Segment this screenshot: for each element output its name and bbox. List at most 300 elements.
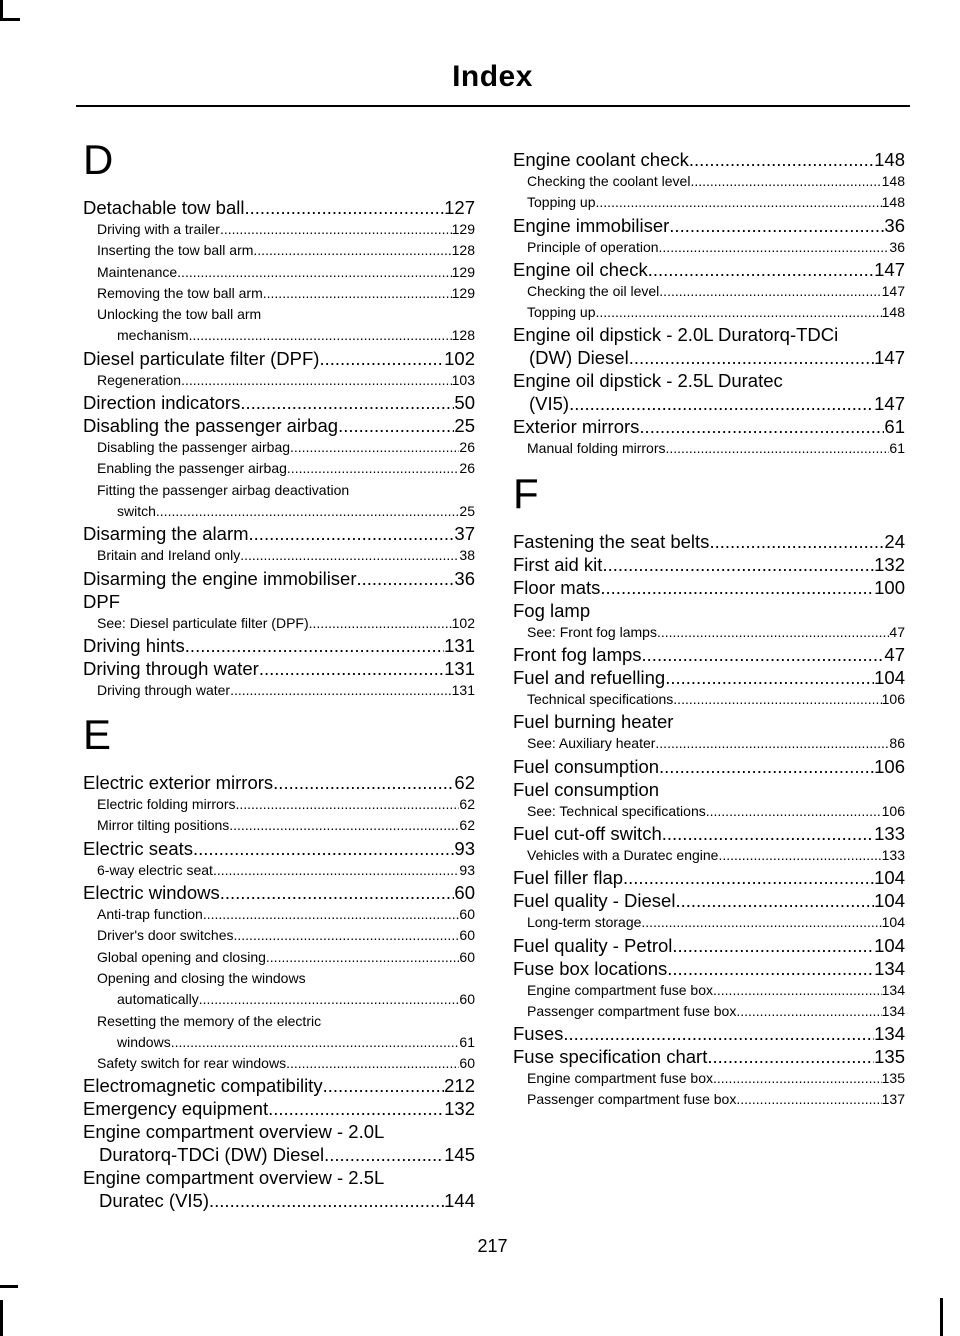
page-ref: 25 xyxy=(454,415,475,437)
dot-leader xyxy=(209,1189,444,1212)
dot-leader xyxy=(338,414,454,437)
index-entry xyxy=(83,634,475,657)
page-ref: 133 xyxy=(874,822,905,844)
entry-text: Britain and Ireland only xyxy=(97,547,241,564)
page-ref: 93 xyxy=(459,861,475,878)
page-ref: 129 xyxy=(451,284,475,301)
page-ref: 50 xyxy=(454,392,475,414)
page-ref: 60 xyxy=(459,948,475,965)
dot-leader xyxy=(623,866,874,889)
index-subentry xyxy=(83,480,475,523)
page-ref: 25 xyxy=(459,502,475,519)
index-entry xyxy=(513,866,905,889)
dot-leader xyxy=(268,1097,444,1120)
index-entry xyxy=(513,576,905,599)
entry-text: Engine oil check xyxy=(513,258,648,280)
dot-leader xyxy=(249,522,455,545)
index-entry xyxy=(513,934,905,957)
page-ref: 62 xyxy=(459,796,475,813)
index-subentry xyxy=(513,281,905,302)
entry-text-line1: Engine compartment overview - 2.0L xyxy=(83,1121,385,1143)
entry-text: Fuel consumption xyxy=(513,755,660,777)
entry-text: See: Technical specifications xyxy=(527,802,706,819)
page-ref: 127 xyxy=(444,197,475,218)
entry-text: Electromagnetic compatibility xyxy=(83,1075,323,1097)
dot-leader xyxy=(324,1143,444,1166)
entry-text: Enabling the passenger airbag xyxy=(97,460,287,477)
index-subentry xyxy=(83,262,475,283)
entry-text: Driving through water xyxy=(83,657,259,679)
entry-text: Removing the tow ball arm xyxy=(97,284,263,301)
entry-text: Direction indicators xyxy=(83,392,241,414)
page-ref: 106 xyxy=(881,802,905,819)
page-number: 217 xyxy=(477,1236,508,1256)
entry-text: Passenger compartment fuse box xyxy=(527,1091,737,1108)
dot-leader xyxy=(266,947,460,968)
index-entry xyxy=(83,1074,475,1097)
dot-leader xyxy=(709,530,884,553)
entry-text: Fuel and refuelling xyxy=(513,667,666,689)
dot-leader xyxy=(244,196,444,219)
index-entry xyxy=(513,1022,905,1045)
page-ref: 26 xyxy=(459,460,475,477)
index-entry xyxy=(83,657,475,680)
index-subentry xyxy=(83,815,475,836)
index-entry xyxy=(83,1166,475,1212)
dot-leader xyxy=(675,889,874,912)
index-column-left xyxy=(83,138,475,1212)
index-entry xyxy=(513,710,905,733)
page-ref: 60 xyxy=(459,1055,475,1072)
entry-text: Front fog lamps xyxy=(513,644,642,666)
dot-leader xyxy=(253,240,451,261)
entry-text-line1: Engine compartment overview - 2.5L xyxy=(83,1167,385,1189)
crop-mark xyxy=(0,1285,18,1288)
index-entry xyxy=(513,889,905,912)
title-divider xyxy=(76,105,910,107)
index-entry xyxy=(513,666,905,689)
dot-leader xyxy=(240,391,454,414)
crop-mark xyxy=(0,0,3,20)
entry-text: Disarming the alarm xyxy=(83,523,249,545)
page-ref: 148 xyxy=(881,173,905,189)
entry-text: Engine compartment fuse box xyxy=(527,981,713,998)
index-entry xyxy=(513,1045,905,1068)
entry-text: Checking the coolant level xyxy=(527,173,691,189)
entry-text: Fuel consumption xyxy=(513,778,660,800)
dot-leader xyxy=(639,415,884,438)
index-entry xyxy=(513,755,905,778)
dot-leader xyxy=(690,171,881,192)
dot-leader xyxy=(672,934,874,957)
page-ref: 36 xyxy=(454,567,475,589)
dot-leader xyxy=(156,501,460,522)
entry-text: Fuses xyxy=(513,1023,564,1045)
entry-text: Long-term storage xyxy=(527,914,642,931)
index-entry xyxy=(83,567,475,590)
page-ref: 128 xyxy=(451,327,475,344)
entry-text: Topping up xyxy=(527,194,596,211)
entry-text: 6-way electric seat xyxy=(97,861,213,878)
page-ref: 106 xyxy=(881,691,905,708)
entry-text-line1: Opening and closing the windows xyxy=(97,969,306,986)
page-ref: 60 xyxy=(459,927,475,944)
entry-text: Fuel quality - Diesel xyxy=(513,890,676,912)
entry-text: See: Auxiliary heater xyxy=(527,735,656,752)
section-letter: E xyxy=(83,711,112,759)
page-ref: 61 xyxy=(884,416,905,438)
page-ref: 102 xyxy=(444,347,475,369)
page-ref: 104 xyxy=(874,867,905,889)
page-ref: 134 xyxy=(874,957,905,979)
crop-mark xyxy=(0,18,20,21)
entry-text: Diesel particulate filter (DPF) xyxy=(83,347,320,369)
entry-text: Vehicles with a Duratec engine xyxy=(527,846,719,863)
entry-text: Checking the oil level xyxy=(527,282,660,299)
index-subentry xyxy=(83,680,475,701)
dot-leader xyxy=(659,237,890,258)
page-ref: 47 xyxy=(884,644,905,666)
entry-text: Driving with a trailer xyxy=(97,221,220,237)
index-entry xyxy=(83,590,475,613)
page-ref: 131 xyxy=(451,681,475,698)
page-ref: 132 xyxy=(444,1098,475,1120)
entry-text: Topping up xyxy=(527,304,596,321)
page-ref: 137 xyxy=(881,1091,905,1108)
index-subentry xyxy=(83,304,475,347)
entry-text: Principle of operation xyxy=(527,238,659,255)
dot-leader xyxy=(290,437,459,458)
page-ref: 132 xyxy=(874,553,905,575)
dot-leader xyxy=(569,392,874,415)
dot-leader xyxy=(718,845,881,866)
page-ref: 47 xyxy=(889,623,905,640)
page-ref: 86 xyxy=(889,735,905,752)
dot-leader xyxy=(648,258,874,281)
page-ref: 100 xyxy=(874,576,905,598)
entry-text: Floor mats xyxy=(513,576,601,598)
entry-text-line1: Engine oil dipstick - 2.5L Duratec xyxy=(513,370,783,392)
dot-leader xyxy=(235,794,459,815)
index-subentry xyxy=(83,904,475,925)
dot-leader xyxy=(263,283,452,304)
page-ref: 62 xyxy=(454,772,475,794)
entry-text: Driving hints xyxy=(83,634,185,656)
index-subentry xyxy=(513,801,905,822)
dot-leader xyxy=(666,438,890,459)
entry-text: Engine immobiliser xyxy=(513,214,670,236)
index-subentry xyxy=(513,1089,905,1110)
page-ref: 104 xyxy=(874,934,905,956)
entry-text: Technical specifications xyxy=(527,691,674,708)
page-ref: 131 xyxy=(444,634,475,656)
entry-text: switch xyxy=(117,502,156,519)
page-ref: 106 xyxy=(874,755,905,777)
index-entry xyxy=(83,881,475,904)
index-entry xyxy=(513,553,905,576)
entry-text: See: Front fog lamps xyxy=(527,623,657,640)
dot-leader xyxy=(323,1074,445,1097)
index-subentry xyxy=(513,733,905,754)
index-subentry xyxy=(513,237,905,258)
index-subentry xyxy=(513,1001,905,1022)
index-entry xyxy=(513,214,905,237)
entry-text: Fuel burning heater xyxy=(513,711,674,733)
dot-leader xyxy=(736,1089,881,1110)
dot-leader xyxy=(240,545,459,566)
dot-leader xyxy=(220,219,452,240)
dot-leader xyxy=(655,733,889,754)
index-subentry xyxy=(513,1068,905,1089)
page-ref: 147 xyxy=(881,282,905,299)
page-ref: 104 xyxy=(874,890,905,912)
page-ref: 133 xyxy=(881,846,905,863)
index-entry xyxy=(83,347,475,370)
dot-leader xyxy=(177,262,451,283)
index-subentry xyxy=(513,192,905,213)
dot-leader xyxy=(713,1068,882,1089)
page-ref: 37 xyxy=(454,523,475,545)
index-subentry xyxy=(83,860,475,881)
entry-text: Electric folding mirrors xyxy=(97,796,236,813)
index-subentry xyxy=(83,437,475,458)
page-ref: 129 xyxy=(451,221,475,237)
entry-text: Maintenance xyxy=(97,263,178,280)
entry-text-line1: Resetting the memory of the electric xyxy=(97,1012,322,1029)
crop-mark xyxy=(0,1300,3,1336)
page-ref: 147 xyxy=(874,258,905,280)
dot-leader xyxy=(563,1022,874,1045)
index-subentry xyxy=(513,171,905,192)
dot-leader xyxy=(171,1032,460,1053)
entry-text: Emergency equipment xyxy=(83,1098,269,1120)
entry-text: Engine coolant check xyxy=(513,149,689,170)
entry-text: mechanism xyxy=(117,327,189,344)
dot-leader xyxy=(230,680,452,701)
dot-leader xyxy=(662,822,874,845)
entry-text: Inserting the tow ball arm xyxy=(97,242,254,259)
entry-text: Electric seats xyxy=(83,837,194,859)
index-subentry xyxy=(513,912,905,933)
page-ref: 26 xyxy=(459,439,475,456)
page-ref: 128 xyxy=(451,242,475,259)
dot-leader xyxy=(273,771,454,794)
dot-leader xyxy=(706,801,882,822)
entry-text: Exterior mirrors xyxy=(513,416,640,438)
index-entry xyxy=(513,778,905,801)
index-entry xyxy=(83,522,475,545)
page-ref: 36 xyxy=(889,238,905,255)
index-subentry xyxy=(513,845,905,866)
index-entry xyxy=(83,1097,475,1120)
dot-leader xyxy=(707,1045,874,1068)
page-ref: 103 xyxy=(451,371,475,388)
index-subentry xyxy=(513,980,905,1001)
index-subentry xyxy=(83,240,475,261)
entry-text: (DW) Diesel xyxy=(529,347,629,369)
index-entry xyxy=(513,323,905,369)
entry-text-line1: Engine oil dipstick - 2.0L Duratorq-TDCi xyxy=(513,324,839,346)
page-ref: 147 xyxy=(874,393,905,415)
entry-text: Fuel filler flap xyxy=(513,867,624,889)
page-ref: 147 xyxy=(874,347,905,369)
entry-text: Fuse box locations xyxy=(513,957,668,979)
entry-text: Disabling the passenger airbag xyxy=(83,415,339,437)
entry-text: Safety switch for rear windows xyxy=(97,1055,287,1072)
page-ref: 60 xyxy=(459,906,475,923)
page-ref: 145 xyxy=(444,1144,475,1166)
dot-leader xyxy=(642,643,885,666)
index-subentry xyxy=(83,283,475,304)
page-ref: 134 xyxy=(874,1023,905,1045)
page-ref: 24 xyxy=(884,530,905,552)
page-ref: 212 xyxy=(444,1075,475,1097)
index-entry xyxy=(83,771,475,794)
page-ref: 135 xyxy=(881,1070,905,1087)
page-ref: 60 xyxy=(454,882,475,904)
page-ref: 102 xyxy=(451,614,475,631)
index-entry xyxy=(83,414,475,437)
dot-leader xyxy=(181,370,452,391)
page-ref: 134 xyxy=(881,1002,905,1019)
entry-text-line1: Fitting the passenger airbag deactivation xyxy=(97,481,350,498)
page-ref: 131 xyxy=(444,657,475,679)
dot-leader xyxy=(641,912,881,933)
dot-leader xyxy=(629,346,874,369)
dot-leader xyxy=(659,755,874,778)
entry-text: Fuel cut-off switch xyxy=(513,822,662,844)
index-entry xyxy=(513,957,905,980)
index-subentry xyxy=(83,968,475,1011)
entry-text: Driving through water xyxy=(97,681,231,698)
page-title: Index xyxy=(452,60,533,93)
page-ref: 144 xyxy=(444,1190,475,1212)
index-subentry xyxy=(83,370,475,391)
dot-leader xyxy=(602,553,874,576)
entry-text: automatically xyxy=(117,991,199,1008)
page-ref: 38 xyxy=(459,547,475,564)
dot-leader xyxy=(213,860,459,881)
entry-text: Disarming the engine immobiliser xyxy=(83,567,357,589)
index-entry xyxy=(513,369,905,415)
index-subentry xyxy=(83,1011,475,1054)
dot-leader xyxy=(286,1053,459,1074)
index-subentry xyxy=(83,545,475,566)
entry-text: Engine compartment fuse box xyxy=(527,1070,713,1087)
index-entry xyxy=(83,391,475,414)
page-ref: 93 xyxy=(454,837,475,859)
dot-leader xyxy=(319,347,444,370)
index-subentry xyxy=(83,458,475,479)
index-subentry xyxy=(513,302,905,323)
crop-mark xyxy=(940,1298,943,1336)
page-ref: 129 xyxy=(451,263,475,280)
section-letter: F xyxy=(513,469,539,517)
page-ref: 61 xyxy=(459,1033,475,1050)
dot-leader xyxy=(203,904,460,925)
page-ref: 60 xyxy=(459,991,475,1008)
page-ref: 135 xyxy=(874,1046,905,1068)
index-column-right xyxy=(513,148,905,1111)
entry-text: First aid kit xyxy=(513,553,603,575)
dot-leader xyxy=(596,192,882,213)
index-subentry xyxy=(513,438,905,459)
entry-text: Anti-trap function xyxy=(97,906,203,923)
dot-leader xyxy=(287,458,460,479)
dot-leader xyxy=(259,657,444,680)
dot-leader xyxy=(220,881,455,904)
entry-text: Fuel quality - Petrol xyxy=(513,934,673,956)
page-ref: 148 xyxy=(881,304,905,321)
index-subentry xyxy=(513,689,905,710)
dot-leader xyxy=(357,567,455,590)
index-entry xyxy=(513,599,905,622)
dot-leader xyxy=(596,302,882,323)
dot-leader xyxy=(309,613,452,634)
dot-leader xyxy=(185,634,444,657)
dot-leader xyxy=(669,214,884,237)
index-subentry xyxy=(83,1053,475,1074)
entry-text: Electric windows xyxy=(83,882,220,904)
index-subentry xyxy=(83,925,475,946)
index-entry xyxy=(83,1120,475,1166)
page-ref: 104 xyxy=(874,667,905,689)
dot-leader xyxy=(689,148,874,171)
index-subentry xyxy=(83,794,475,815)
entry-text: Fog lamp xyxy=(513,599,591,621)
entry-text: See: Diesel particulate filter (DPF) xyxy=(97,614,309,631)
entry-text: DPF xyxy=(83,590,120,612)
index-entry xyxy=(83,196,475,219)
dot-leader xyxy=(657,622,889,643)
dot-leader xyxy=(713,980,882,1001)
dot-leader xyxy=(229,815,459,836)
index-entry xyxy=(513,148,905,171)
page-ref: 61 xyxy=(889,440,905,457)
dot-leader xyxy=(600,576,874,599)
entry-text: Duratec (VI5) xyxy=(99,1190,210,1212)
dot-leader xyxy=(193,837,454,860)
dot-leader xyxy=(673,689,881,710)
page-ref: 134 xyxy=(881,981,905,998)
index-entry xyxy=(513,822,905,845)
index-entry xyxy=(513,258,905,281)
index-subentry xyxy=(83,613,475,634)
entry-text: Regeneration xyxy=(97,371,182,388)
entry-text: Passenger compartment fuse box xyxy=(527,1002,737,1019)
index-entry xyxy=(83,837,475,860)
page-ref: 148 xyxy=(874,149,905,170)
dot-leader xyxy=(659,281,881,302)
entry-text: Mirror tilting positions xyxy=(97,817,230,834)
index-subentry xyxy=(83,947,475,968)
page-ref: 104 xyxy=(881,914,905,931)
entry-text: Electric exterior mirrors xyxy=(83,772,274,794)
entry-text: Fastening the seat belts xyxy=(513,530,710,552)
entry-text: (VI5) xyxy=(529,393,570,415)
dot-leader xyxy=(736,1001,881,1022)
page-ref: 62 xyxy=(459,817,475,834)
index-entry xyxy=(513,415,905,438)
entry-text: Driver's door switches xyxy=(97,927,234,944)
entry-text: Disabling the passenger airbag xyxy=(97,439,291,456)
dot-leader xyxy=(234,925,460,946)
dot-leader xyxy=(199,989,460,1010)
entry-text: windows xyxy=(117,1033,171,1050)
entry-text: Fuse specification chart xyxy=(513,1046,708,1068)
entry-text-line1: Unlocking the tow ball arm xyxy=(97,306,262,323)
page-ref: 148 xyxy=(881,194,905,211)
